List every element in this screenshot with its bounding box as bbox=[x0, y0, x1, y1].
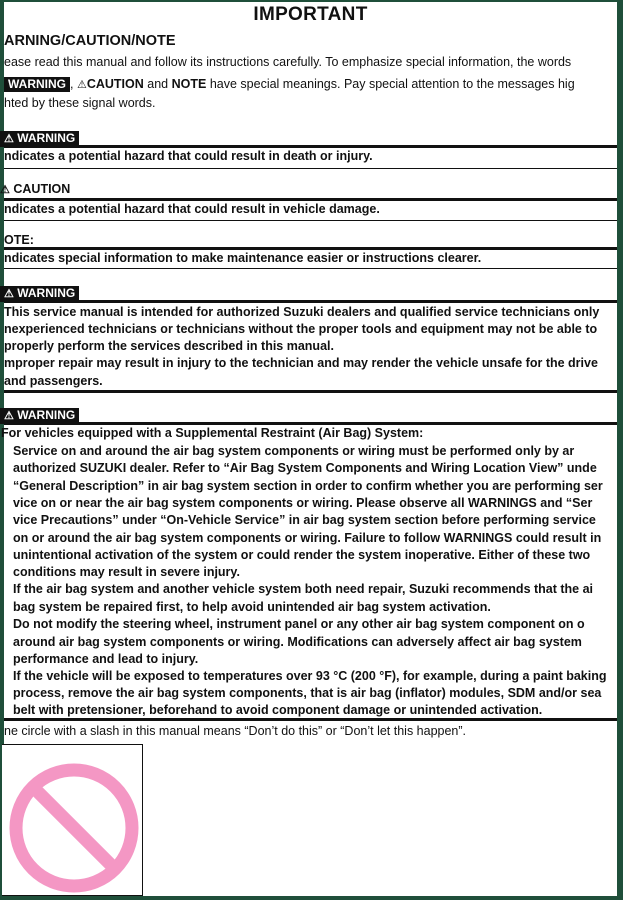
warning3-line: Do not modify the steering wheel, instrument panel or any other air bag system component on o bbox=[13, 617, 585, 631]
warning3-line: conditions may result in severe injury. bbox=[13, 565, 240, 579]
divider bbox=[4, 268, 617, 269]
warning3-line: performance and lead to injury. bbox=[13, 652, 199, 666]
warning-badge-inline: WARNING bbox=[4, 77, 70, 92]
caution-triangle-icon: ⚠ bbox=[76, 79, 87, 91]
divider bbox=[4, 247, 617, 250]
divider bbox=[4, 198, 617, 201]
section-heading: ARNING/CAUTION/NOTE bbox=[4, 33, 176, 49]
warning3-line: vice on or near the air bag system components or wiring. Please observe all WARNINGS and “Ser bbox=[13, 496, 593, 510]
warning3-line: Service on and around the air bag system components or wiring must be performed only by ar bbox=[13, 444, 575, 458]
warning-triangle-icon: ⚠ bbox=[4, 288, 14, 300]
intro-line-2: WARNING , ⚠CAUTION and NOTE have special meanings. Pay special attention to the messages hig bbox=[4, 74, 575, 95]
warning3-line: If the air bag system and another vehicle system both need repair, Suzuki recommends that the ai bbox=[13, 582, 594, 596]
warning2-line: This service manual is intended for authorized Suzuki dealers and qualified service technicians only bbox=[4, 305, 600, 319]
divider bbox=[4, 390, 617, 393]
warning2-line: mproper repair may result in injury to the technician and may render the vehicle unsafe for the drive bbox=[4, 356, 598, 370]
caution-triangle-icon: ⚠ bbox=[0, 184, 10, 196]
warning3-line: unintentional activation of the system or could render the system inoperative. Either of these two bbox=[13, 548, 591, 562]
warning3-line: authorized SUZUKI dealer. Refer to “Air Bag System Components and Wiring Location View” unde bbox=[13, 461, 597, 475]
warning3-line: around air bag system components or wiring. Modifications can adversely affect air bag system bbox=[13, 635, 582, 649]
warning2-line: nexperienced technicians or technicians without the proper tools and equipment may not be able to bbox=[4, 322, 598, 336]
caution-label: ⚠ CAUTION bbox=[0, 182, 71, 196]
warning3-line: bag system be repaired first, to help avoid unintended air bag system activation. bbox=[13, 600, 491, 614]
warning-triangle-icon: ⚠ bbox=[4, 410, 14, 422]
divider bbox=[4, 168, 617, 169]
prohibition-symbol-box bbox=[2, 744, 143, 896]
warning3-line: belt with pretensioner, beforehand to avoid component damage or unintended activation. bbox=[13, 703, 543, 717]
warning3-line: process, remove the air bag system components, that is air bag (inflator) modules, SDM and/or sea bbox=[13, 686, 602, 700]
divider bbox=[4, 718, 617, 721]
page-title: IMPORTANT bbox=[253, 4, 368, 25]
manual-page bbox=[0, 2, 617, 896]
no-symbol-icon bbox=[2, 745, 142, 895]
footer-note: ne circle with a slash in this manual means “Don’t do this” or “Don’t let this happen”. bbox=[4, 724, 467, 738]
warning2-line: and passengers. bbox=[4, 374, 103, 388]
warning3-line: If the vehicle will be exposed to temperatures over 93 °C (200 °F), for example, during a paint baking bbox=[13, 669, 607, 683]
warning3-line: For vehicles equipped with a Supplemental Restraint (Air Bag) System: bbox=[1, 426, 424, 440]
warning-label-3: ⚠ WARNING bbox=[4, 406, 79, 424]
warning-label: ⚠ WARNING bbox=[4, 129, 79, 147]
warning3-line: vice Precautions” under “On-Vehicle Service” in air bag system section before performing service bbox=[13, 513, 596, 527]
warning3-line: on or around the air bag system components or wiring. Failure to follow WARNINGS could result in bbox=[13, 531, 602, 545]
warning-label-2: ⚠ WARNING bbox=[4, 284, 79, 302]
note-definition: ndicates special information to make maintenance easier or instructions clearer. bbox=[4, 251, 482, 265]
caution-definition: ndicates a potential hazard that could result in vehicle damage. bbox=[4, 202, 380, 216]
divider bbox=[4, 145, 617, 148]
warning-definition: ndicates a potential hazard that could result in death or injury. bbox=[4, 149, 373, 163]
note-label: OTE: bbox=[4, 233, 34, 247]
intro-line-1: ease read this manual and follow its instructions carefully. To emphasize special information, the words bbox=[4, 55, 572, 69]
divider bbox=[4, 220, 617, 221]
warning-triangle-icon: ⚠ bbox=[4, 133, 14, 145]
warning3-line: “General Description” in air bag system section in order to confirm whether you are performing ser bbox=[13, 479, 603, 493]
intro-line-3: hted by these signal words. bbox=[4, 96, 156, 110]
warning2-line: properly perform the services described in this manual. bbox=[4, 339, 334, 353]
